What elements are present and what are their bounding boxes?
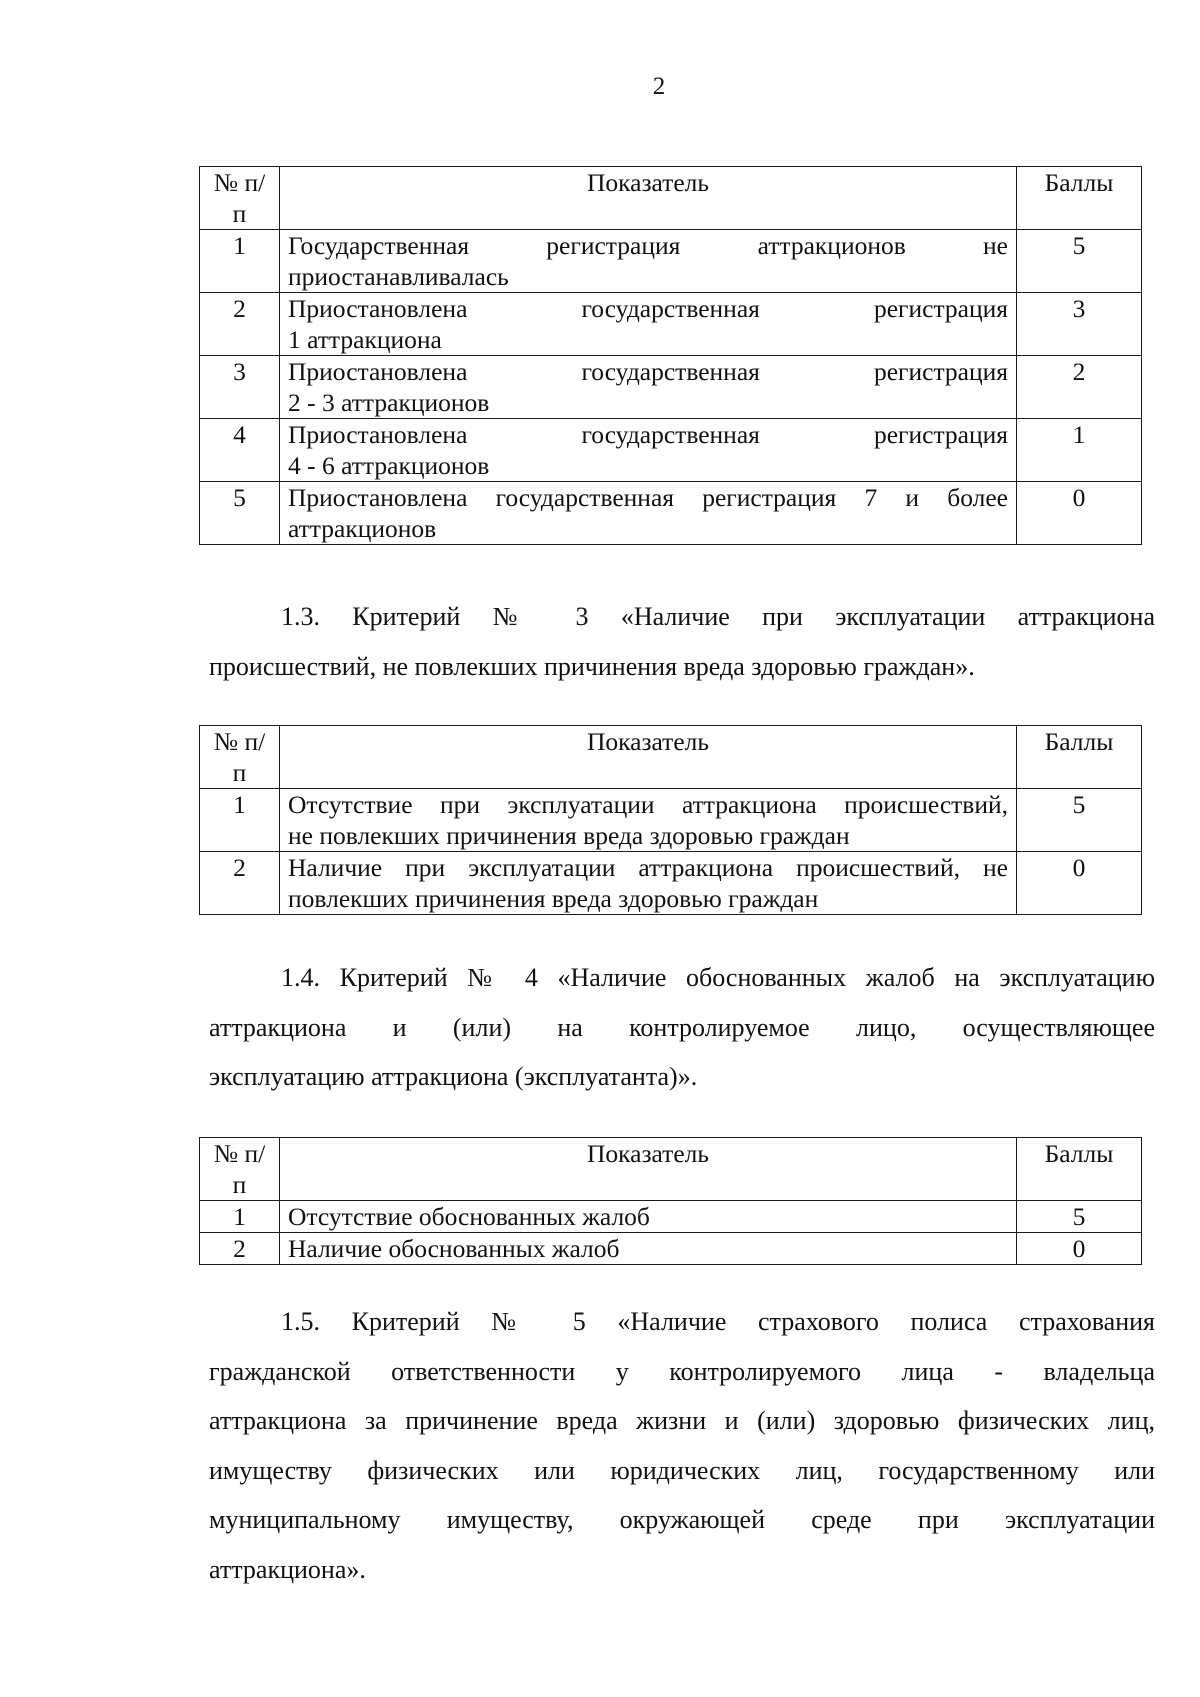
indicator-line: Приостановлена государственная регистрация: [288, 420, 1008, 449]
criterion2-table: [199, 166, 1142, 545]
table-row: [200, 482, 1142, 545]
paragraph-line: муниципальному имуществу, окружающей среде при эксплуатации: [209, 1505, 1155, 1534]
criterion3-paragraph: [209, 592, 1155, 691]
indicator-line: Государственная регистрация аттракционов не: [288, 231, 1008, 260]
column-header-indicator: Показатель: [280, 726, 1017, 789]
table-row: [200, 1201, 1142, 1233]
row-indicator: [280, 852, 1017, 915]
indicator-line: не повлекших причинения вреда здоровью граждан: [288, 821, 850, 850]
column-header-indicator: Показатель: [280, 1138, 1017, 1201]
indicator-line: аттракционов: [288, 514, 437, 543]
row-indicator: Отсутствие обоснованных жалоб: [280, 1201, 1017, 1233]
row-points: 0: [1017, 852, 1142, 915]
row-indicator: [280, 419, 1017, 482]
row-number: 1: [200, 1201, 280, 1233]
page-number: 2: [652, 73, 666, 100]
column-header-indicator: Показатель: [280, 167, 1017, 230]
table-row: [200, 293, 1142, 356]
row-points: 5: [1017, 1201, 1142, 1233]
table-row: [200, 230, 1142, 293]
paragraph-line: эксплуатацию аттракциона (эксплуатанта)».: [209, 1062, 698, 1091]
paragraph-line: 1.4. Критерий № 4 «Наличие обоснованных жалоб на эксплуатацию: [281, 963, 1155, 992]
table-row: [200, 419, 1142, 482]
paragraph-line: аттракциона за причинение вреда жизни и (или) здоровью физических лиц,: [209, 1406, 1155, 1435]
table-row: [200, 852, 1142, 915]
row-points: 5: [1017, 789, 1142, 852]
column-header-number: № п/п: [200, 1138, 280, 1201]
table-row: [200, 1233, 1142, 1265]
row-points: 1: [1017, 419, 1142, 482]
table-header-row: [200, 167, 1142, 230]
criterion5-paragraph: [209, 1297, 1155, 1594]
row-number: 2: [200, 1233, 280, 1265]
row-number: 1: [200, 230, 280, 293]
row-points: 5: [1017, 230, 1142, 293]
table-row: [200, 789, 1142, 852]
criterion4-table: [199, 1137, 1142, 1265]
column-header-number: № п/п: [200, 726, 280, 789]
indicator-line: 2 - 3 аттракционов: [288, 388, 490, 417]
row-indicator: [280, 789, 1017, 852]
paragraph-line: аттракциона и (или) на контролируемое лицо, осуществляющее: [209, 1012, 1155, 1042]
row-number: 3: [200, 356, 280, 419]
paragraph-line: гражданской ответственности у контролируемого лица - владельца: [209, 1356, 1155, 1386]
indicator-line: повлекших причинения вреда здоровью граждан: [288, 884, 819, 913]
indicator-line: 1 аттракциона: [288, 325, 442, 354]
column-header-points: Баллы: [1017, 167, 1142, 230]
row-number: 4: [200, 419, 280, 482]
indicator-line: Отсутствие при эксплуатации аттракциона происшествий,: [288, 790, 1008, 819]
indicator-line: Наличие при эксплуатации аттракциона происшествий, не: [288, 853, 1008, 882]
row-points: 0: [1017, 482, 1142, 545]
row-indicator: [280, 356, 1017, 419]
paragraph-line: 1.3. Критерий № 3 «Наличие при эксплуатации аттракциона: [281, 602, 1155, 631]
column-header-points: Баллы: [1017, 726, 1142, 789]
table-row: [200, 356, 1142, 419]
table-header-row: [200, 1138, 1142, 1201]
row-indicator: [280, 293, 1017, 356]
criterion4-paragraph: [209, 953, 1155, 1102]
row-number: 5: [200, 482, 280, 545]
row-indicator: Наличие обоснованных жалоб: [280, 1233, 1017, 1265]
indicator-line: Приостановлена государственная регистрация: [288, 357, 1008, 386]
indicator-line: Приостановлена государственная регистрация: [288, 294, 1008, 323]
column-header-number: № п/п: [200, 167, 280, 230]
criterion3-table: [199, 725, 1142, 915]
row-points: 3: [1017, 293, 1142, 356]
row-points: 0: [1017, 1233, 1142, 1265]
row-number: 1: [200, 789, 280, 852]
paragraph-line: аттракциона».: [209, 1554, 366, 1584]
indicator-line: 4 - 6 аттракционов: [288, 451, 490, 480]
row-points: 2: [1017, 356, 1142, 419]
row-indicator: [280, 230, 1017, 293]
table-header-row: [200, 726, 1142, 789]
row-indicator: [280, 482, 1017, 545]
row-number: 2: [200, 852, 280, 915]
paragraph-line: происшествий, не повлекших причинения вреда здоровью граждан».: [209, 651, 975, 681]
indicator-line: Приостановлена государственная регистрация 7 и более: [288, 483, 1008, 512]
indicator-line: приостанавливалась: [288, 262, 509, 291]
column-header-points: Баллы: [1017, 1138, 1142, 1201]
paragraph-line: имуществу физических или юридических лиц, государственному или: [209, 1455, 1155, 1485]
row-number: 2: [200, 293, 280, 356]
paragraph-line: 1.5. Критерий № 5 «Наличие страхового полиса страхования: [281, 1307, 1155, 1336]
